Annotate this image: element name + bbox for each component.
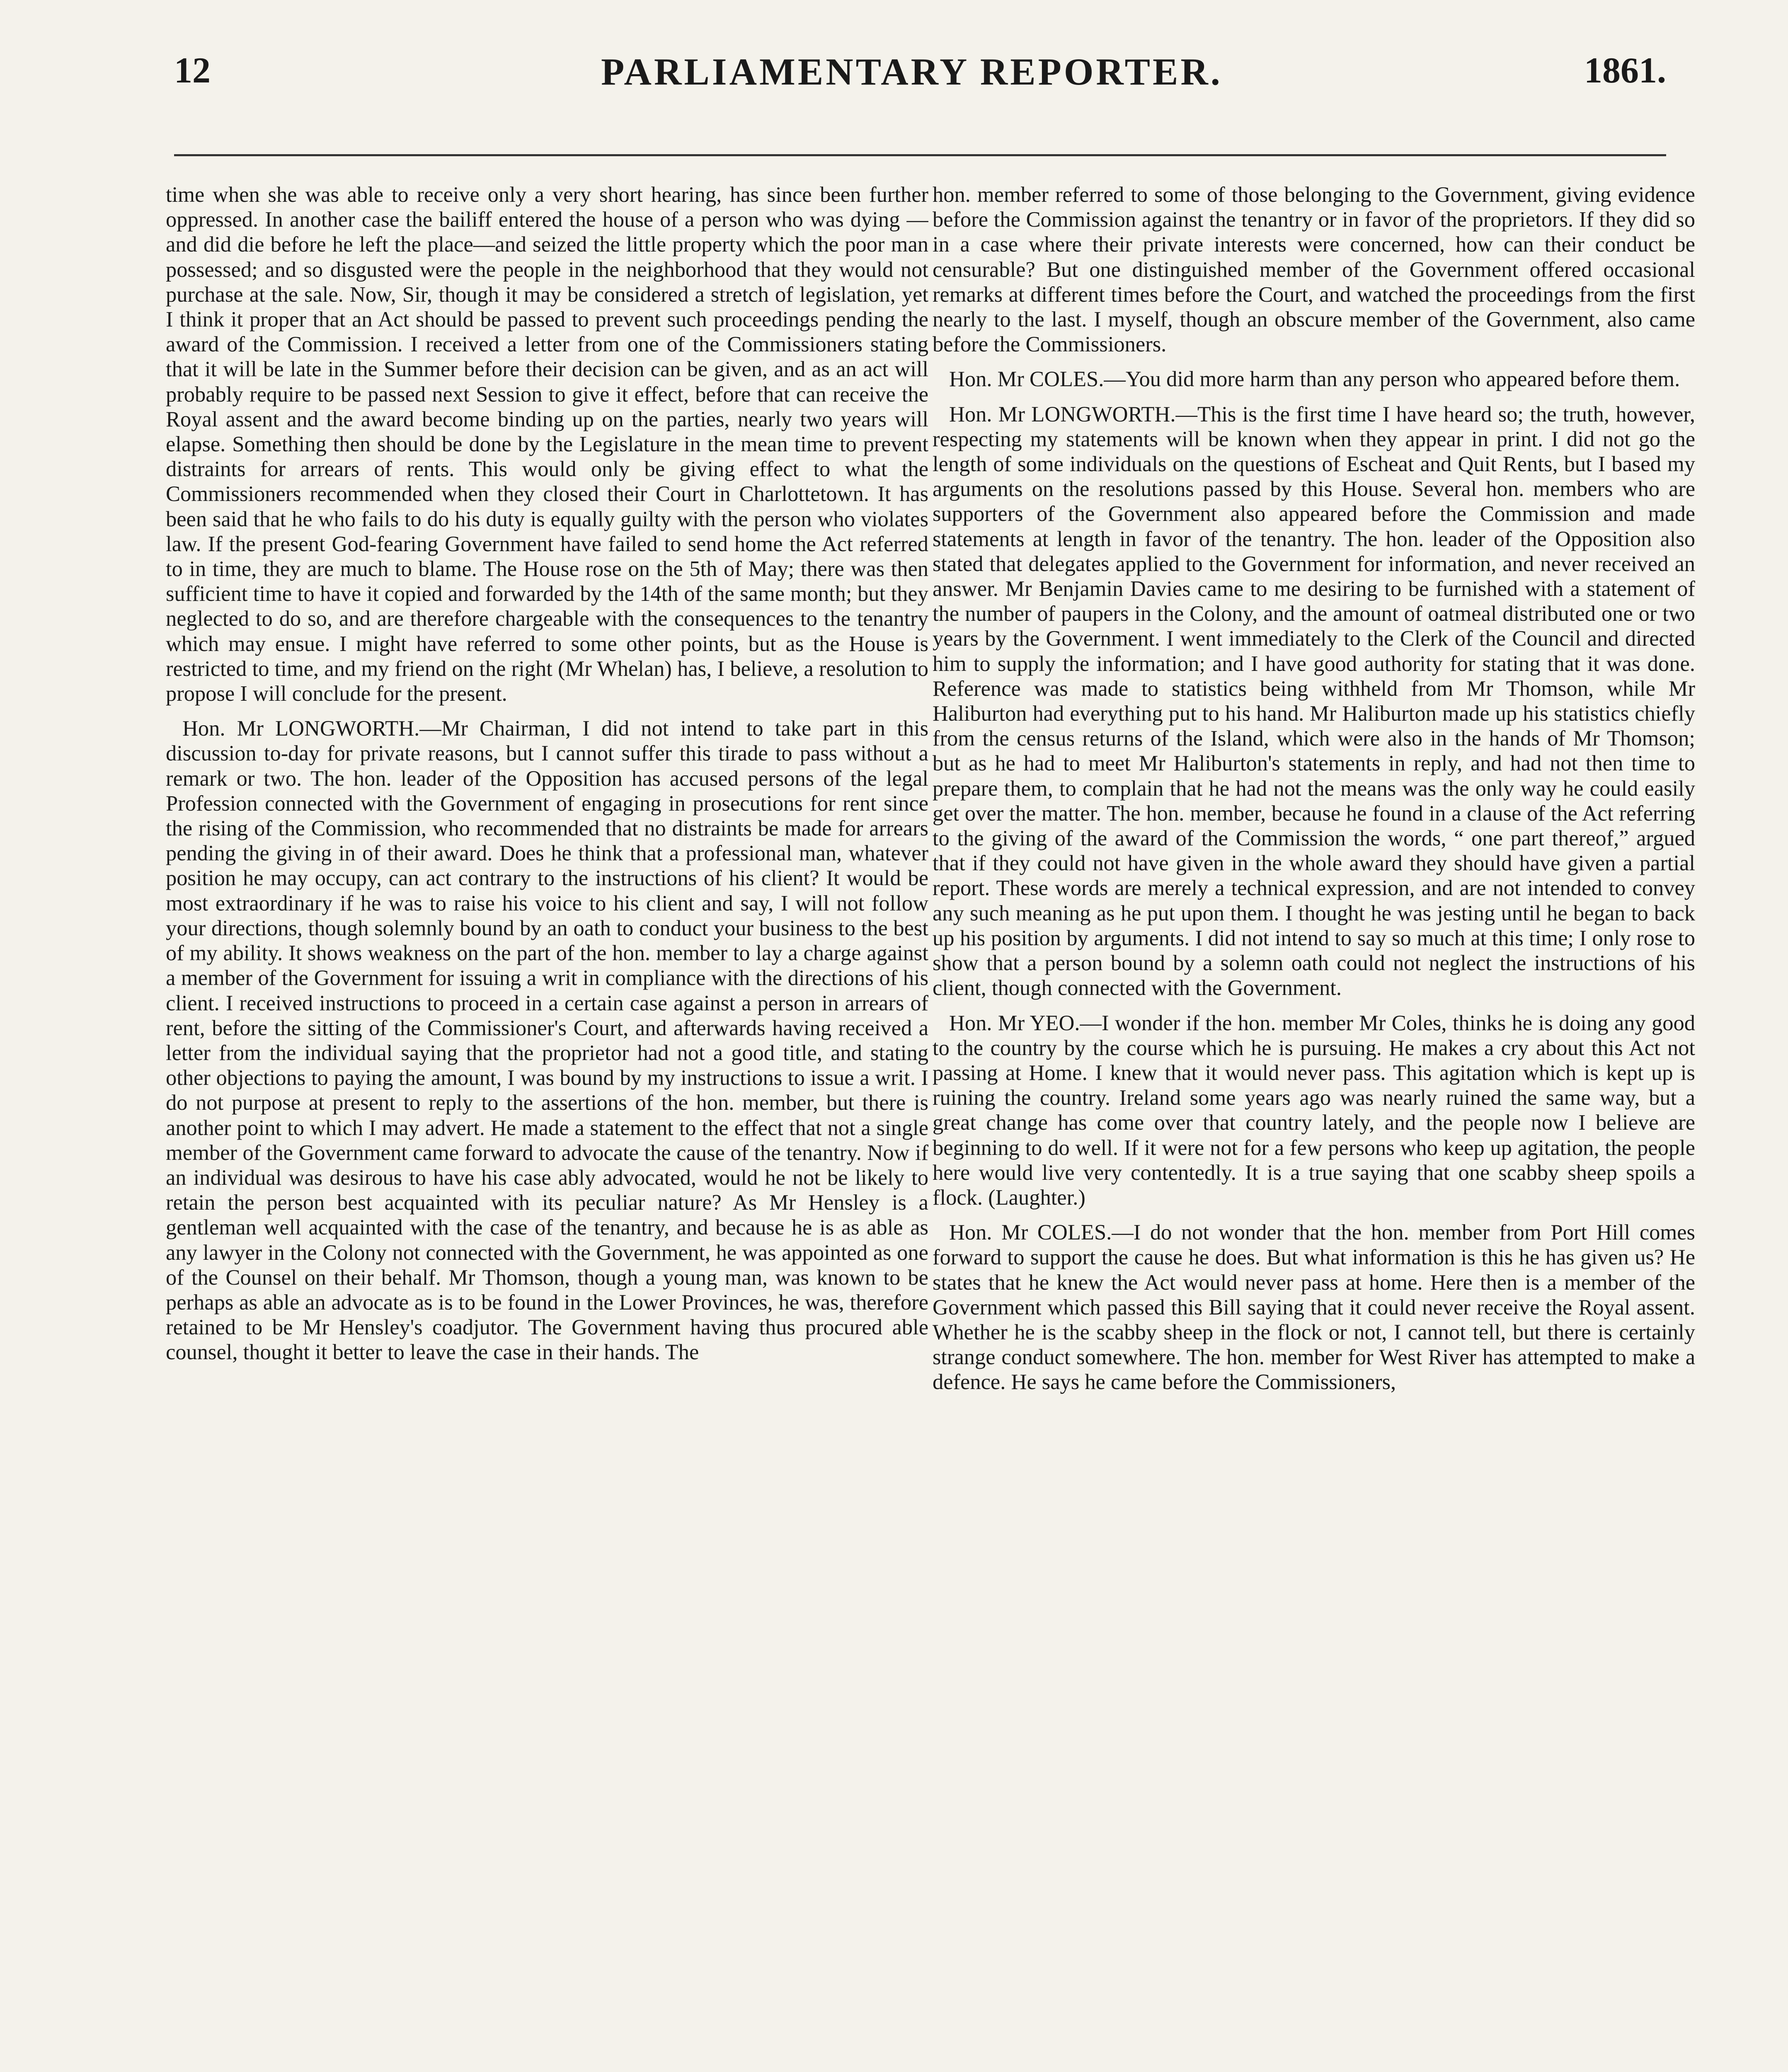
paragraph: time when she was able to receive only a very short hearing, has since been further oppressed. In another case the bailiff entered the house of a person who was dying —and did die before he left the place—and seized the little property which the poor man possessed; and so disgusted were the people in the neighborhood that they would not purchase at the sale. Now, Sir, though it may be considered a stretch of legislation, yet I think it proper that an Act should be passed to prevent such proceedings pending the award of the Commission. I received a letter from one of the Commissioners stating that it will be late in the Summer before their decision can be given, and as an act will probably require to be passed next Session to give it effect, before that can receive the Royal assent and the award become binding up on the parties, nearly two years will elapse. Something then should be done by the Legislature in the mean time to prevent distraints for arrears of rents. This would only be giving effect to what the Commissioners recommended when they closed their Court in Charlottetown. It has been said that he who fails to do his duty is equally guilty with the person who violates law. If the present God-fearing Government have failed to send home the Act referred to in time, they are much to blame. The House rose on the 5th of May; there was then sufficient time to have it copied and forwarded by the 14th of the same month; but they neglected to do so, and are therefore chargeable with the consequences to the tenantry which may ensue. I might have referred to some other points, but as the House is restricted to time, and my friend on the right (Mr Whelan) has, I believe, a resolution to propose I will conclude for the present. <box>166 183 928 706</box>
paragraph: Hon. Mr YEO.—I wonder if the hon. member Mr Coles, thinks he is doing any good to the country by the course which he is pursuing. He makes a cry about this Act not passing at Home. I knew that it would never pass. This agitation which is kept up is ruining the country. Ireland some years ago was nearly ruined the same way, but a great change has come over that country lately, and the people now I believe are beginning to do well. If it were not for a few persons who keep up agitation, the people here would live very contentedly. It is a true saying that one scabby sheep spoils a flock. (Laughter.) <box>933 1011 1695 1210</box>
paragraph: Hon. Mr COLES.—You did more harm than any person who appeared before them. <box>949 367 1680 392</box>
paragraph: Hon. Mr LONGWORTH.—This is the first time I have heard so; the truth, however, respecting my statements will be known when they appear in print. I did not go the length of some individuals on the questions of Escheat and Quit Rents, but I based my arguments on the resolutions passed by this House. Several hon. members who are supporters of the Government also appeared before the Commission and made statements at length in favor of the tenantry. The hon. leader of the Opposition also stated that delegates applied to the Government for information, and never received an answer. Mr Benjamin Davies came to me desiring to be furnished with a statement of the number of paupers in the Colony, and the amount of oatmeal distributed one or two years by the Government. I went immediately to the Clerk of the Council and directed him to supply the information; and I have good authority for stating that it was done. Reference was made to statistics being withheld from Mr Thomson, while Mr Haliburton had everything put to his hand. Mr Haliburton made up his statistics chiefly from the census returns of the Island, which were also in the hands of Mr Thomson; but as he had to meet Mr Haliburton's statements in reply, and had not then time to prepare them, to complain that he had not the means was the only way he could easily get over the matter. The hon. member, because he found in a clause of the Act referring to the giving of the award of the Commission the words, “ one part thereof,” argued that if they could not have given in the whole award they should have given a partial report. These words are merely a technical expression, and are not intended to convey any such meaning as he put upon them. I thought he was jesting until he began to back up his position by arguments. I did not intend to say so much at this time; I only rose to show that a person bound by a solemn oath could not neglect the instructions of his client, though connected with the Government. <box>933 402 1695 1000</box>
page-number: 12 <box>174 51 211 91</box>
header-rule <box>174 154 1666 156</box>
left-column <box>166 182 928 2072</box>
running-title: PARLIAMENTARY REPORTER. <box>601 51 1223 93</box>
right-column <box>933 182 1695 2072</box>
paragraph: Hon. Mr LONGWORTH.—Mr Chairman, I did not intend to take part in this discussion to-day for private reasons, but I cannot suffer this tirade to pass without a remark or two. The hon. leader of the Opposition has accused persons of the legal Profession connected with the Government of engaging in prosecutions for rent since the rising of the Commission, who recommended that no distraints be made for arrears pending the giving in of their award. Does he think that a professional man, whatever position he may occupy, can act contrary to the instructions of his client? It would be most extraordinary if he was to raise his voice to his client and say, I will not follow your directions, though solemnly bound by an oath to conduct your business to the best of my ability. It shows weakness on the part of the hon. member to lay a charge against a member of the Government for issuing a writ in compliance with the directions of his client. I received instructions to proceed in a certain case against a person in arrears of rent, before the sitting of the Commissioner's Court, and afterwards having received a letter from the individual saying that the proprietor had not a good title, and stating other objections to paying the amount, I was bound by my instructions to issue a writ. I do not purpose at present to reply to the assertions of the hon. member, but there is another point to which I may advert. He made a statement to the effect that not a single member of the Government came forward to advocate the cause of the tenantry. Now if an individual was desirous to have his case ably advocated, would he not be likely to retain the person best acquainted with its peculiar nature? As Mr Hensley is a gentleman well acquainted with the case of the tenantry, and because he is as able as any lawyer in the Colony not connected with the Government, he was appointed as one of the Counsel on their behalf. Mr Thomson, though a young man, was known to be perhaps as able an advocate as is to be found in the Lower Provinces, he was, therefore retained to be Mr Hensley's coadjutor. The Government having thus procured able counsel, thought it better to leave the case in their hands. The <box>166 716 928 1365</box>
year: 1861. <box>1584 51 1666 91</box>
paragraph: Hon. Mr COLES.—I do not wonder that the hon. member from Port Hill comes forward to support the cause he does. But what information is this he has given us? He states that he knew the Act would never pass at home. Here then is a member of the Government which passed this Bill saying that it could never receive the Royal assent. Whether he is the scabby sheep in the flock or not, I cannot tell, but there is certainly strange conduct somewhere. The hon. member for West River has attempted to make a defence. He says he came before the Commissioners, <box>933 1220 1695 1394</box>
page-header <box>157 50 1666 112</box>
paragraph: hon. member referred to some of those belonging to the Government, giving evidence before the Commission against the tenantry or in favor of the proprietors. If they did so in a case where their private interests were concerned, how can their conduct be censurable? But one distinguished member of the Government offered occasional remarks at different times before the Court, and watched the proceedings from the first nearly to the last. I myself, though an obscure member of the Government, also came before the Commissioners. <box>933 183 1695 357</box>
